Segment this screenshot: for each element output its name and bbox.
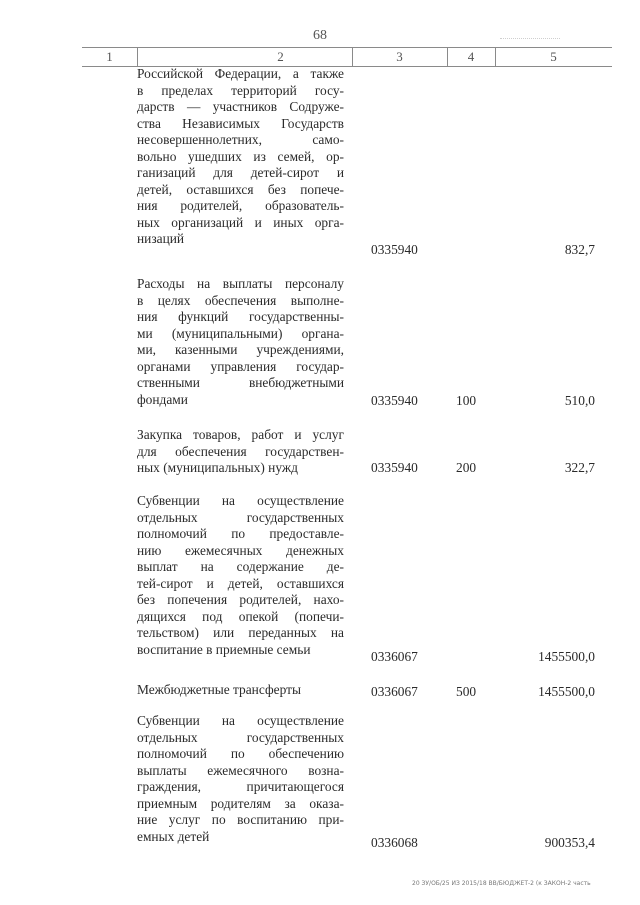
- description-line: Субвенции на осуществление: [137, 713, 344, 728]
- description-line: отдельных государственных: [137, 509, 344, 525]
- description-line: в пределах территорий госу-: [137, 82, 344, 98]
- row-amount: 510,0: [564, 392, 595, 408]
- description-line: нию ежемесячных денежных: [137, 542, 344, 558]
- description-line: Российской Федерации, а также: [137, 66, 344, 81]
- row-vr: 500: [456, 683, 477, 699]
- description-line: ния родителей, образователь-: [137, 198, 344, 213]
- header-col-3: 3: [396, 49, 403, 64]
- table-header-row: [82, 47, 612, 67]
- description-line: фондами: [137, 391, 188, 407]
- row-description: [137, 66, 344, 248]
- description-line: ных (муниципальных) нужд: [137, 460, 298, 475]
- header-col-1: 1: [106, 49, 113, 64]
- description-line: ми, казенными учреждениями,: [137, 342, 344, 357]
- row-code: 0336067: [371, 683, 418, 699]
- description-line: ных организаций и иных орга-: [137, 214, 344, 230]
- description-line: детей, оставшихся без попече-: [137, 181, 344, 197]
- description-line: дарств — участников Содруже-: [137, 99, 344, 114]
- description-line: в целях обеспечения выполне-: [137, 292, 344, 308]
- description-line: вольно ушедших из семей, ор-: [137, 148, 344, 164]
- description-line: тей-сирот и детей, оставшихся: [137, 575, 344, 591]
- description-line: выплат на содержание де-: [137, 559, 344, 574]
- header-col-2: 2: [277, 49, 284, 64]
- description-line: дящихся под опекой (попечи-: [137, 608, 344, 624]
- row-vr: 200: [456, 459, 477, 475]
- row-code: 0335940: [371, 392, 418, 408]
- row-amount: 1455500,0: [538, 648, 595, 664]
- row-amount: 900353,4: [544, 834, 595, 850]
- description-line: без попечения родителей, нахо-: [137, 592, 344, 607]
- description-line: ственными внебюджетными: [137, 375, 344, 390]
- description-line: низаций: [137, 231, 185, 246]
- table-row: [0, 276, 640, 414]
- description-line: емных детей: [137, 828, 210, 844]
- row-vr: 100: [456, 392, 477, 408]
- document-footer: 20 ЗУ/ОБ/25 ИЗ 2015/18 ВВ/БЮДЖЕТ-2 (к ЗАКОН-2 часть: [412, 880, 591, 887]
- description-line: Межбюджетные трансферты: [137, 682, 301, 697]
- row-description: [137, 276, 344, 408]
- description-line: воспитание в приемные семьи: [137, 641, 311, 657]
- row-amount: 832,7: [564, 241, 595, 257]
- row-amount: 322,7: [564, 459, 595, 475]
- description-line: органами управления государ-: [137, 358, 344, 374]
- description-line: граждения, причитающегося: [137, 779, 344, 794]
- row-description: [137, 493, 344, 658]
- description-line: несовершеннолетних, само-: [137, 132, 344, 147]
- row-code: 0336067: [371, 648, 418, 664]
- description-line: приемным родителям за оказа-: [137, 795, 344, 811]
- header-col-5: 5: [550, 49, 557, 64]
- row-code: 0335940: [371, 241, 418, 257]
- description-line: ганизаций для детей-сирот и: [137, 165, 344, 180]
- description-line: Расходы на выплаты персоналу: [137, 276, 344, 291]
- row-code: 0336068: [371, 834, 418, 850]
- table-row: [0, 427, 640, 479]
- row-amount: 1455500,0: [538, 683, 595, 699]
- description-line: полномочий по предоставле-: [137, 526, 344, 541]
- description-line: ми (муниципальными) органа-: [137, 325, 344, 341]
- description-line: полномочий по обеспечению: [137, 746, 344, 761]
- description-line: ния функций государственны-: [137, 309, 344, 324]
- header-col-4: 4: [467, 49, 475, 64]
- description-line: для обеспечения государствен-: [137, 443, 344, 459]
- page-number: 68: [313, 28, 327, 43]
- row-description: [137, 427, 344, 477]
- description-line: отдельных государственных: [137, 729, 344, 745]
- table-row: [0, 66, 640, 262]
- row-code: 0335940: [371, 459, 418, 475]
- row-description: [137, 713, 344, 845]
- description-line: ства Независимых Государств: [137, 115, 344, 131]
- row-description: [137, 682, 344, 699]
- description-line: тельством) или переданных на: [137, 625, 344, 640]
- table-row: [0, 713, 640, 856]
- faint-mark: [500, 38, 560, 40]
- description-line: Субвенции на осуществление: [137, 493, 344, 508]
- description-line: выплаты ежемесячного возна-: [137, 762, 344, 778]
- table-row: [0, 682, 640, 700]
- description-line: ние услуг по воспитанию при-: [137, 812, 344, 827]
- description-line: Закупка товаров, работ и услуг: [137, 427, 344, 442]
- table-row: [0, 493, 640, 668]
